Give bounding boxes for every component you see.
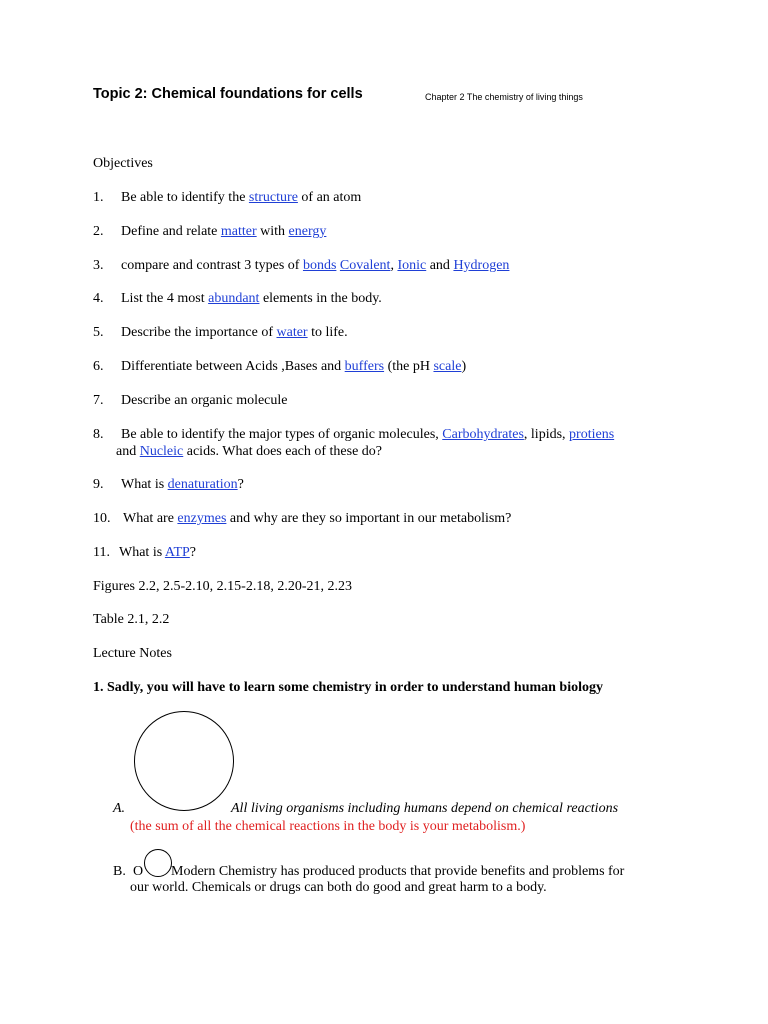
objective-number: 10. [93, 511, 111, 526]
objective-number: 7. [93, 393, 104, 408]
circle-image [134, 711, 234, 811]
objective-text: Define and relate [121, 224, 221, 239]
objectives-heading: Objectives [93, 156, 153, 171]
link-matter[interactable]: matter [220, 224, 257, 239]
link-water[interactable]: water [276, 325, 308, 340]
link-nucleic[interactable]: Nucleic [139, 444, 184, 459]
objective-9 [93, 476, 244, 493]
lecture-point-b-glyph: O [133, 864, 144, 879]
objective-text: ? [189, 545, 197, 560]
link-scale[interactable]: scale [433, 359, 462, 374]
objective-number: 11. [93, 545, 110, 560]
objective-8-continued [116, 443, 382, 460]
objective-text: (the pH [384, 359, 434, 374]
objective-text: and [116, 444, 140, 459]
objective-number: 6. [93, 359, 104, 374]
lecture-point-a-note: (the sum of all the chemical reactions in the body is your metabolism.) [130, 819, 526, 834]
page-title: Topic 2: Chemical foundations for cells [93, 86, 363, 102]
objective-text: Be able to identify the major types of organic molecules, [121, 427, 443, 442]
link-energy[interactable]: energy [288, 224, 327, 239]
objective-8 [93, 426, 614, 443]
objective-text: of an atom [297, 190, 362, 205]
link-ionic[interactable]: Ionic [397, 258, 427, 273]
link-denaturation[interactable]: denaturation [167, 477, 238, 492]
objective-text: elements in the body. [259, 291, 382, 306]
objective-text: Be able to identify the [121, 190, 249, 205]
objective-11 [93, 544, 196, 561]
objective-2 [93, 223, 326, 240]
figures-reference: Figures 2.2, 2.5-2.10, 2.15-2.18, 2.20-21, 2.23 [93, 579, 352, 594]
objective-number: 2. [93, 224, 104, 239]
link-enzymes[interactable]: enzymes [177, 511, 227, 526]
objective-1 [93, 189, 361, 206]
objective-text: Describe an organic molecule [121, 393, 288, 408]
objective-text: What is [119, 545, 165, 560]
small-circle-image [144, 849, 172, 877]
objective-number: 5. [93, 325, 104, 340]
objective-text: acids. What does each of these do? [183, 444, 383, 459]
objective-text: , [390, 258, 398, 273]
lecture-point-b-text-continued: our world. Chemicals or drugs can both do good and great harm to a body. [130, 880, 547, 895]
lecture-point-b-label: B. [113, 864, 126, 879]
link-bonds[interactable]: bonds [302, 258, 337, 273]
objective-text: and why are they so important in our metabolism? [226, 511, 512, 526]
link-covalent[interactable]: Covalent [339, 258, 391, 273]
lecture-notes-heading: Lecture Notes [93, 646, 172, 661]
link-abundant[interactable]: abundant [208, 291, 260, 306]
objective-text: ) [461, 359, 467, 374]
lecture-point-1: 1. Sadly, you will have to learn some chemistry in order to understand human biology [93, 680, 604, 695]
objective-text: Describe the importance of [121, 325, 277, 340]
objective-number: 8. [93, 427, 104, 442]
link-structure[interactable]: structure [248, 190, 298, 205]
objective-text: , lipids, [523, 427, 570, 442]
chapter-subtitle: Chapter 2 The chemistry of living things [425, 92, 583, 102]
objective-text: ? [237, 477, 244, 492]
objective-6 [93, 358, 466, 375]
objective-7 [93, 392, 288, 409]
objective-text: compare and contrast 3 types of [121, 258, 303, 273]
link-carbohydrates[interactable]: Carbohydrates [442, 427, 524, 442]
objective-text: List the 4 most [121, 291, 209, 306]
link-atp[interactable]: ATP [164, 545, 190, 560]
objective-3 [93, 257, 509, 274]
objective-4 [93, 290, 382, 307]
lecture-point-a-text: All living organisms including humans depend on chemical reactions [231, 801, 619, 816]
lecture-point-b-text: Modern Chemistry has produced products that provide benefits and problems for [171, 864, 625, 879]
objective-text: to life. [307, 325, 348, 340]
objective-number: 4. [93, 291, 104, 306]
objective-number: 9. [93, 477, 104, 492]
objective-number: 1. [93, 190, 104, 205]
objective-text: What is [121, 477, 168, 492]
objective-5 [93, 324, 348, 341]
lecture-point-a-label: A. [113, 801, 126, 816]
link-buffers[interactable]: buffers [344, 359, 385, 374]
link-hydrogen[interactable]: Hydrogen [453, 258, 510, 273]
objective-10 [93, 510, 511, 527]
table-reference: Table 2.1, 2.2 [93, 612, 170, 627]
link-protiens[interactable]: protiens [569, 427, 615, 442]
objective-text: and [426, 258, 454, 273]
objective-text: What are [123, 511, 178, 526]
objective-text: Differentiate between Acids ,Bases and [121, 359, 345, 374]
objective-number: 3. [93, 258, 104, 273]
objective-text: with [256, 224, 289, 239]
